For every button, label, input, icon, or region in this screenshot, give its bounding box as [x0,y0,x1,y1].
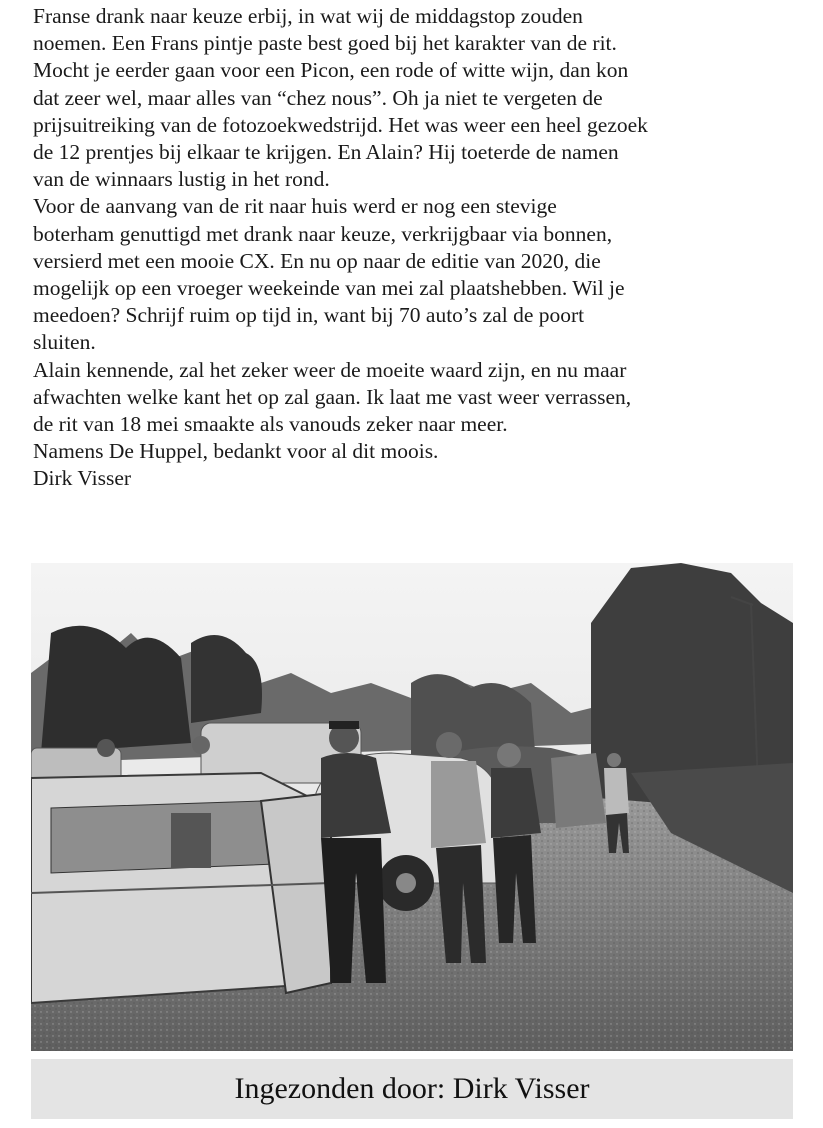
text-line: Alain kennende, zal het zeker weer de moeite waard zijn, en nu maar [33,357,627,382]
text-line: de rit van 18 mei smaakte als vanouds zeker naar meer. [33,412,508,437]
text-line: de 12 prentjes bij elkaar te krijgen. En Alain? Hij toeterde de namen [33,140,619,165]
text-line: versierd met een mooie CX. En nu op naar de editie van 2020, die [33,248,601,273]
text-line: van de winnaars lustig in het rond. [33,167,330,192]
text-line: Franse drank naar keuze erbij, in wat wij de middagstop zouden [33,4,583,28]
text-line: meedoen? Schrijf ruim op tijd in, want bij 70 auto’s zal de poort [33,303,585,328]
text-line: dat zeer wel, maar alles van “chez nous”. Oh ja niet te vergeten de [33,85,603,110]
text-line: boterham genuttigd met drank naar keuze, verkrijgbaar via bonnen, [33,221,613,246]
caption-text: Ingezonden door: Dirk Visser [234,1072,590,1105]
text-line: afwachten welke kant het op zal gaan. Ik laat me vast weer verrassen, [33,384,632,409]
author-signature: Dirk Visser [33,466,132,491]
text-line: sluiten. [33,330,96,355]
text-line: Mocht je eerder gaan voor een Picon, een rode of witte wijn, dan kon [33,58,629,83]
text-line: noemen. Een Frans pintje paste best goed bij het karakter van de rit. [33,31,617,56]
text-line: mogelijk op een vroeger weekeinde van mei zal plaatshebben. Wil je [33,276,625,301]
text-line: Namens De Huppel, bedankt voor al dit moois. [33,439,439,464]
event-photo [31,563,793,1051]
photo-illustration [31,563,793,1051]
article-text [33,3,813,493]
text-line: prijsuitreiking van de fotozoekwedstrijd. Het was weer een heel gezoek [33,112,648,137]
photo-caption [31,1059,793,1119]
text-line: Voor de aanvang van de rit naar huis werd er nog een stevige [33,194,557,219]
